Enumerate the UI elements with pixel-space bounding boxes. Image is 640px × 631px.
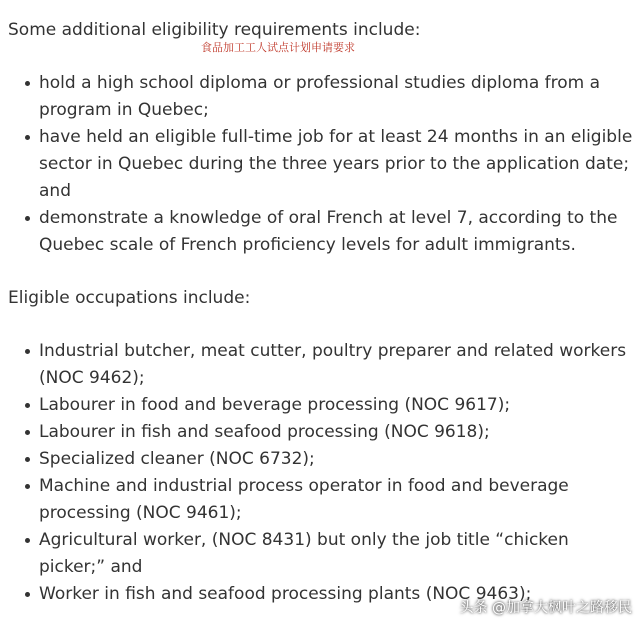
intro-text: Some additional eligibility requirements include:: [8, 20, 421, 40]
list-item: Agricultural worker, (NOC 8431) but only the job title “chicken picker;” and: [0, 527, 639, 581]
list-item: Industrial butcher, meat cutter, poultry preparer and related workers (NOC 9462);: [0, 338, 639, 392]
list-item: Specialized cleaner (NOC 6732);: [0, 446, 639, 473]
chinese-subtitle: 食品加工工人试点计划申请要求: [201, 41, 355, 54]
bullet-icon: [25, 403, 30, 408]
bullet-icon: [25, 216, 30, 221]
bullet-icon: [25, 135, 30, 140]
bullet-icon: [25, 457, 30, 462]
requirements-list: [0, 70, 639, 259]
list-item: Labourer in fish and seafood processing (NOC 9618);: [0, 419, 639, 446]
list-item: demonstrate a knowledge of oral French at level 7, according to the Quebec scale of French proficiency levels for adult immigrants.: [0, 205, 639, 259]
watermark: 头条 @加拿大枫叶之路移民: [459, 600, 632, 616]
bullet-icon: [25, 430, 30, 435]
list-item: have held an eligible full-time job for at least 24 months in an eligible sector in Quebec during the three years prior to the application date; and: [0, 124, 639, 205]
list-item: hold a high school diploma or professional studies diploma from a program in Quebec;: [0, 70, 639, 124]
bullet-icon: [25, 592, 30, 597]
occupations-list: [0, 338, 639, 608]
occupations-heading: Eligible occupations include:: [8, 288, 251, 308]
list-item: Labourer in food and beverage processing (NOC 9617);: [0, 392, 639, 419]
bullet-icon: [25, 484, 30, 489]
list-item: Worker in fish and seafood processing plants (NOC 9463);: [0, 581, 639, 608]
list-item: Machine and industrial process operator in food and beverage processing (NOC 9461);: [0, 473, 639, 527]
bullet-icon: [25, 81, 30, 86]
bullet-icon: [25, 349, 30, 354]
bullet-icon: [25, 538, 30, 543]
